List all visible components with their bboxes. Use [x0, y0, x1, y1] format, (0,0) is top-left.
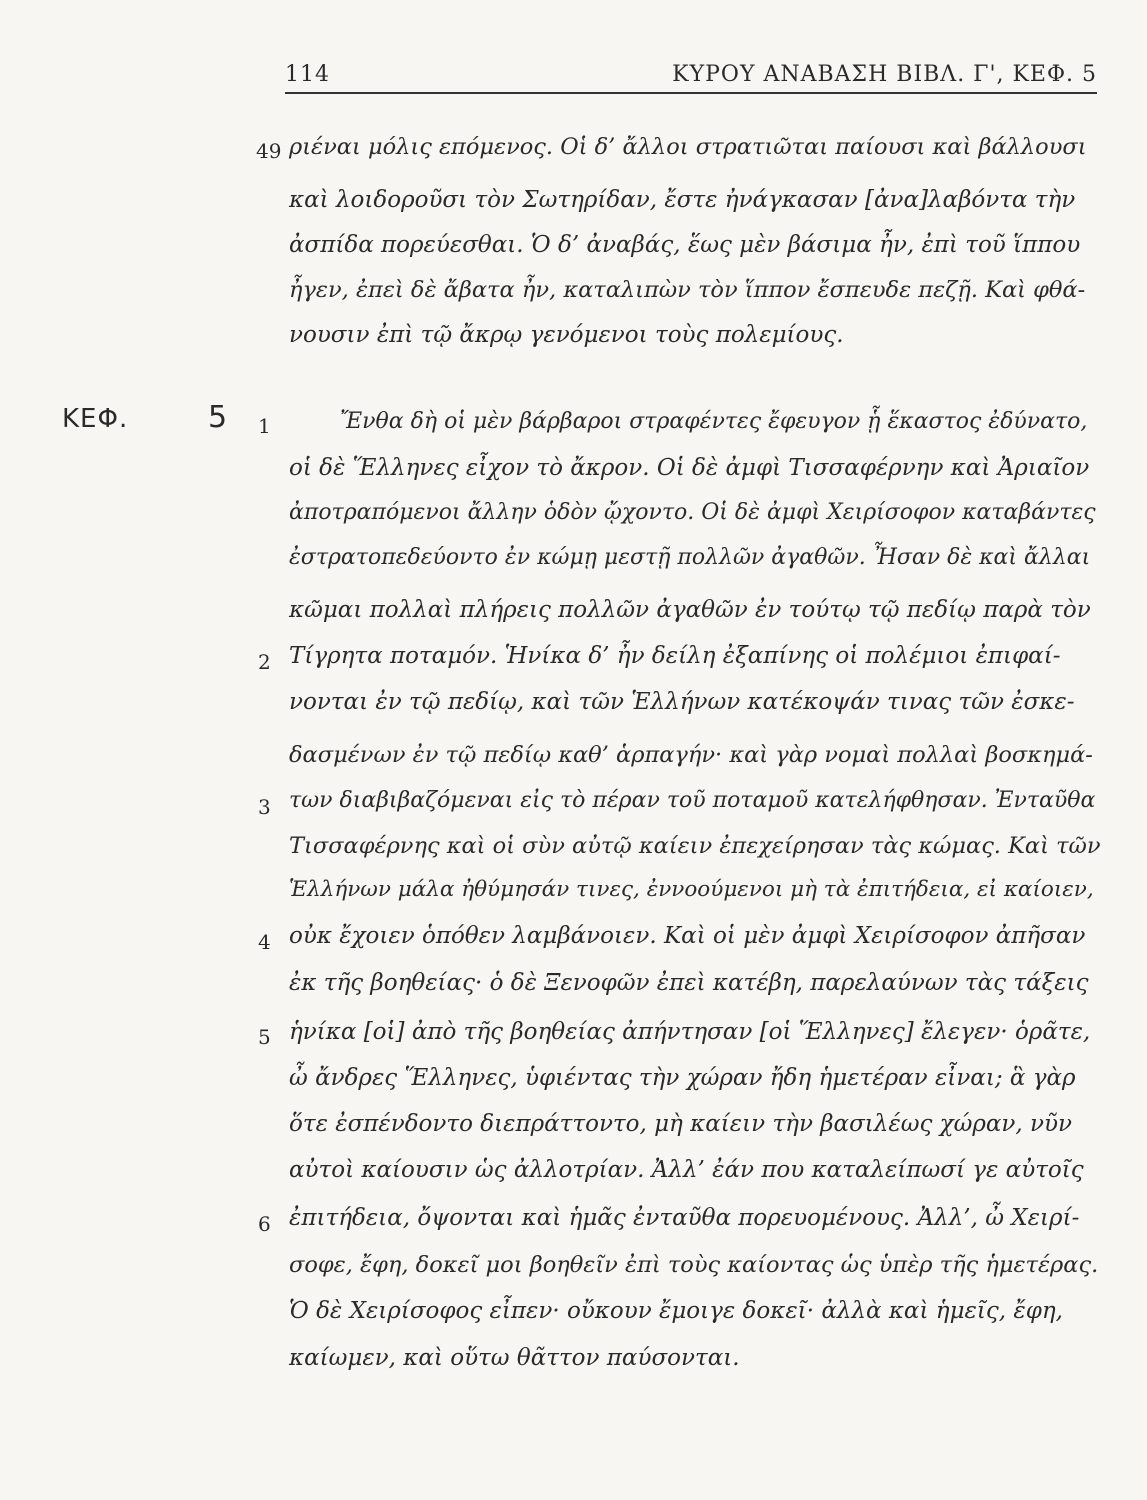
text-line: Ὁ δὲ Χειρίσοφος εἶπεν· οὔκουν ἔμοιγε δοκεῖ· ἀλλὰ καὶ ἡμεῖς, ἔφη,	[289, 1298, 1063, 1324]
text-line: ὅτε ἐσπένδοντο διεπράττοντο, μὴ καίειν τὴν βασιλέως χώραν, νῦν	[289, 1111, 1072, 1137]
text-line: ἦγεν, ἐπεὶ δὲ ἄβατα ἦν, καταλιπὼν τὸν ἵππον ἔσπευδε πεζῇ. Καὶ φθά-	[289, 277, 1086, 303]
text-line: αὐτοὶ καίουσιν ὡς ἀλλοτρίαν. Ἀλλ’ ἐάν που καταλείπωσί γε αὐτοῖς	[289, 1157, 1084, 1183]
text-line: ἡνίκα [οἱ] ἀπὸ τῆς βοηθείας ἀπήντησαν [οἱ Ἕλληνες] ἔλεγεν· ὁρᾶτε,	[289, 1019, 1091, 1045]
text-line: ἐστρατοπεδεύοντο ἐν κώμῃ μεστῇ πολλῶν ἀγαθῶν. Ἦσαν δὲ καὶ ἄλλαι	[289, 545, 1091, 570]
page-number: 114	[285, 62, 330, 87]
section-number-2: 2	[258, 650, 271, 674]
text-line: ἀποτραπόμενοι ἄλλην ὁδὸν ᾤχοντο. Οἱ δὲ ἀμφὶ Χειρίσοφον καταβάντες	[289, 500, 1096, 525]
text-line: ἀσπίδα πορεύεσθαι. Ὁ δ’ ἀναβάς, ἕως μὲν βάσιμα ἦν, ἐπὶ τοῦ ἵππου	[289, 232, 1081, 258]
text-line: ἐκ τῆς βοηθείας· ὁ δὲ Ξενοφῶν ἐπεὶ κατέβη, παρελαύνων τὰς τάξεις	[289, 970, 1089, 996]
text-line: ἐπιτήδεια, ὄψονται καὶ ἡμᾶς ἐνταῦθα πορευομένους. Ἀλλ’, ὦ Χειρί-	[289, 1205, 1080, 1231]
running-head: ΚΥΡΟΥ ΑΝΑΒΑΣΗ ΒΙΒΛ. Γ', ΚΕΦ. 5	[672, 62, 1097, 87]
text-line: νονται ἐν τῷ πεδίῳ, καὶ τῶν Ἑλλήνων κατέκοψάν τινας τῶν ἐσκε-	[289, 689, 1075, 715]
text-line: δασμένων ἐν τῷ πεδίῳ καθ’ ἁρπαγήν· καὶ γὰρ νομαὶ πολλαὶ βοσκημά-	[289, 742, 1093, 768]
text-line: οἱ δὲ Ἕλληνες εἶχον τὸ ἄκρον. Οἱ δὲ ἀμφὶ Τισσαφέρνην καὶ Ἀριαῖον	[289, 455, 1090, 481]
section-number-6: 6	[258, 1212, 271, 1236]
section-number-1: 1	[258, 414, 271, 438]
section-number-49: 49	[256, 139, 282, 163]
chapter-number: 5	[208, 400, 228, 435]
text-line: κῶμαι πολλαὶ πλήρεις πολλῶν ἀγαθῶν ἐν τούτῳ τῷ πεδίῳ παρὰ τὸν	[289, 597, 1091, 623]
section-number-5: 5	[258, 1025, 271, 1049]
text-line: νουσιν ἐπὶ τῷ ἄκρῳ γενόμενοι τοὺς πολεμίους.	[289, 322, 844, 348]
text-line: καίωμεν, καὶ οὕτω θᾶττον παύσονται.	[289, 1345, 740, 1371]
text-line: Ἑλλήνων μάλα ἠθύμησάν τινες, ἐννοούμενοι μὴ τὰ ἐπιτήδεια, εἰ καίοιεν,	[289, 877, 1094, 902]
chapter-label: ΚΕΦ.	[62, 404, 129, 434]
text-line: Τίγρητα ποταμόν. Ἡνίκα δ’ ἦν δείλη ἐξαπίνης οἱ πολέμιοι ἐπιφαί-	[289, 643, 1061, 669]
text-line: σοφε, ἔφη, δοκεῖ μοι βοηθεῖν ἐπὶ τοὺς καίοντας ὡς ὑπὲρ τῆς ἡμετέρας.	[289, 1252, 1099, 1278]
text-line: καὶ λοιδοροῦσι τὸν Σωτηρίδαν, ἔστε ἠνάγκασαν [ἀνα]λαβόντα τὴν	[289, 187, 1076, 213]
text-line: Τισσαφέρνης καὶ οἱ σὺν αὐτῷ καίειν ἐπεχείρησαν τὰς κώμας. Καὶ τῶν	[289, 833, 1101, 859]
text-line: των διαβιβαζόμεναι εἰς τὸ πέραν τοῦ ποταμοῦ κατελήφθησαν. Ἐνταῦθα	[289, 788, 1096, 813]
text-line: οὐκ ἔχοιεν ὁπόθεν λαμβάνοιεν. Καὶ οἱ μὲν ἀμφὶ Χειρίσοφον ἀπῆσαν	[289, 923, 1086, 949]
text-line: ριέναι μόλις επόμενος. Οἱ δ’ ἄλλοι στρατιῶται παίουσι καὶ βάλλουσι	[289, 134, 1087, 160]
section-number-3: 3	[258, 795, 271, 819]
text-line: ὦ ἄνδρες Ἕλληνες, ὑφιέντας τὴν χώραν ἤδη ἡμετέραν εἶναι; ἃ γὰρ	[289, 1065, 1076, 1091]
section-number-4: 4	[258, 930, 271, 954]
text-line: Ἔνθα δὴ οἱ μὲν βάρβαροι στραφέντες ἔφευγον ᾗ ἕκαστος ἐδύνατο,	[340, 409, 1088, 434]
page-header	[285, 62, 1097, 94]
